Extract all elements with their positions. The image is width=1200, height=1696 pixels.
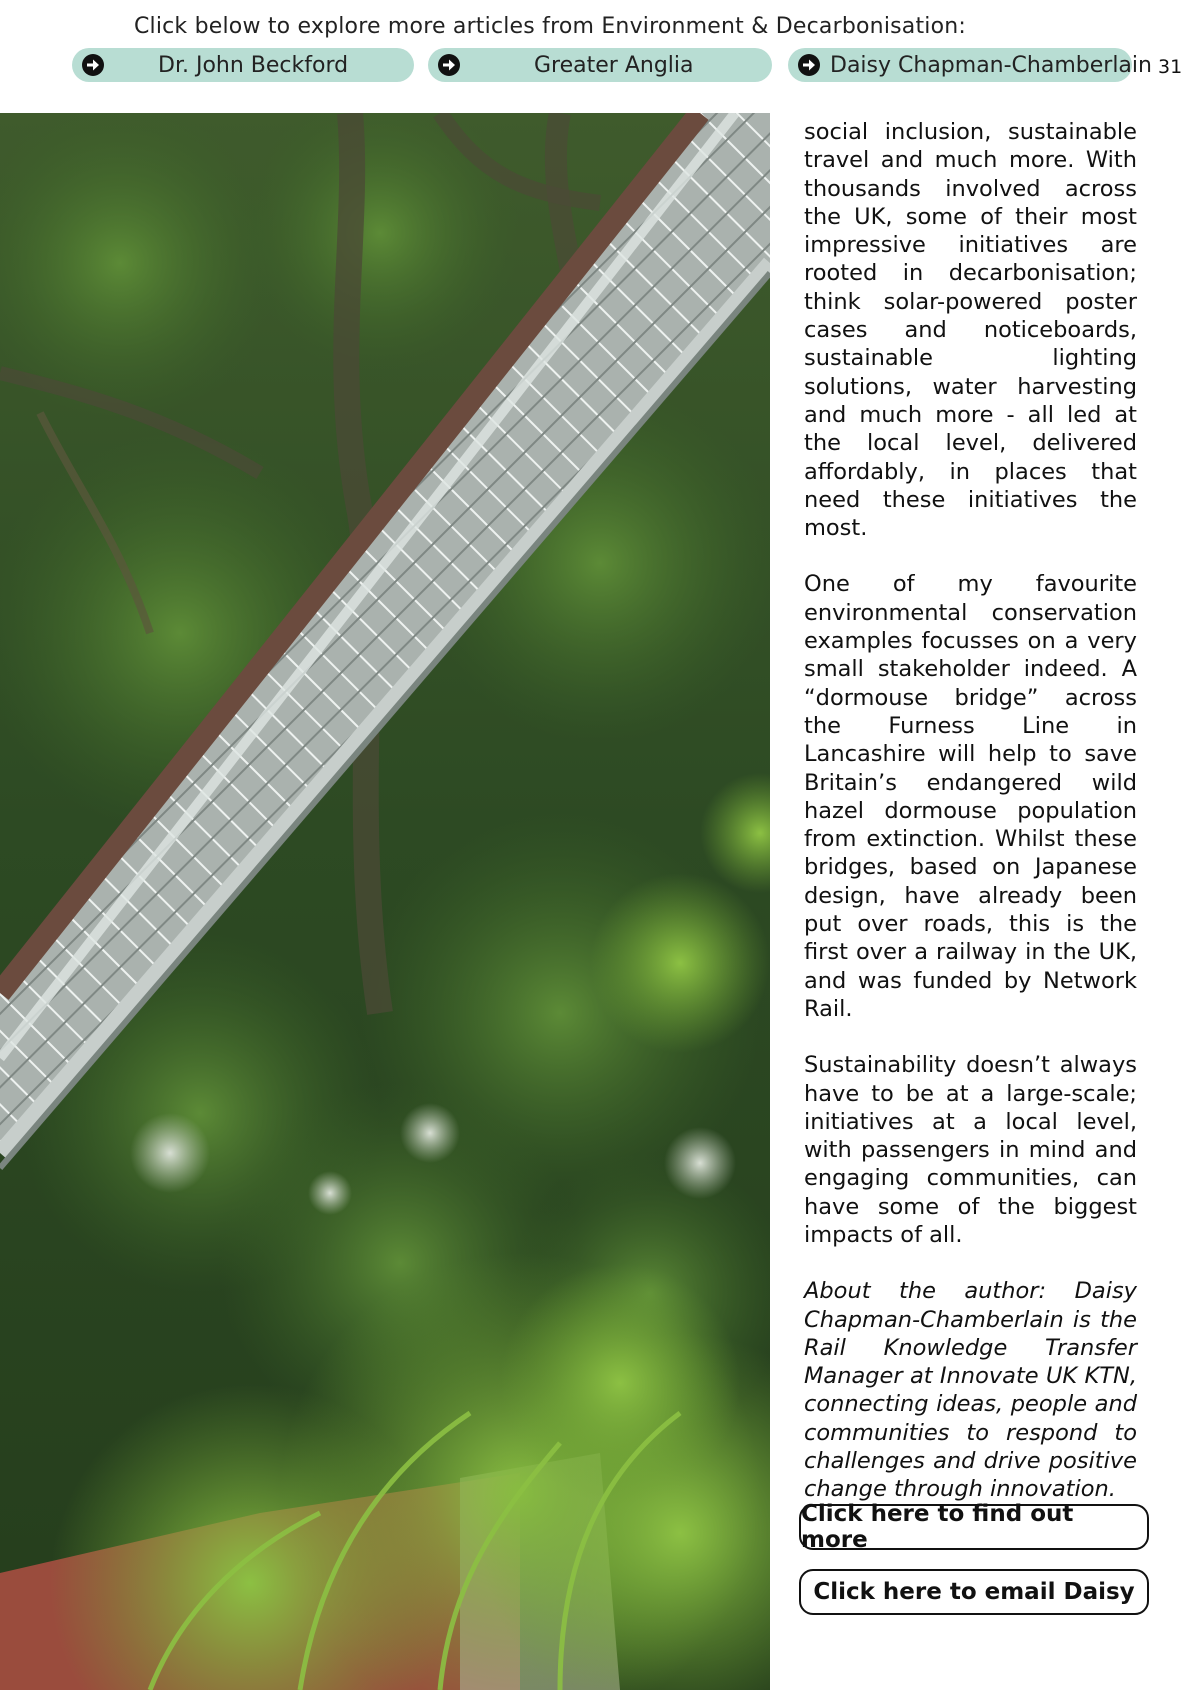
article-paragraph: social inclusion, sustainable travel and much more. With thousands involved across the UK, some of their most impressive initiatives are rooted in decarbonisation; think solar-powered poster cases and noticeboards, sustainable lighting solutions, water harvesting and much more - all led at the local level, delivered affordably, in places that need these initiatives the most.	[804, 119, 1137, 542]
nav-intro-text: Click below to explore more articles from Environment & Decarbonisation:	[133, 14, 967, 39]
find-out-more-button[interactable]: Click here to find out more	[799, 1504, 1149, 1550]
article-paragraph: Sustainability doesn’t always have to be at a large-scale; initiatives at a local level, with passengers in mind and engaging communities, can have some of the biggest impacts of all.	[804, 1052, 1137, 1248]
page-number: 31	[1158, 56, 1183, 78]
nav-link-label: Daisy Chapman-Chamberlain	[830, 53, 1152, 78]
dormouse-bridge-photo	[0, 113, 770, 1690]
arrow-right-icon	[798, 54, 820, 76]
about-the-author: About the author: Daisy Chapman-Chamberlain is the Rail Knowledge Transfer Manager at Innovate UK KTN, connecting ideas, people and communities to respond to challenges and drive positive change through innovation.	[804, 1278, 1137, 1503]
nav-link-label: Dr. John Beckford	[158, 53, 349, 78]
email-daisy-button[interactable]: Click here to email Daisy	[799, 1569, 1149, 1615]
nav-link-daisy-chapman-chamberlain[interactable]	[788, 48, 1152, 82]
nav-link-john-beckford[interactable]	[72, 48, 414, 82]
nav-link-label: Greater Anglia	[534, 53, 694, 78]
article-body	[804, 118, 1137, 1532]
nav-link-greater-anglia[interactable]	[428, 48, 772, 82]
arrow-right-icon	[438, 54, 460, 76]
article-paragraph: One of my favourite environmental conservation examples focusses on a very small stakeholder indeed. A “dormouse bridge” across the Furness Line in Lancashire will help to save Britain’s endangered wild hazel dormouse population from extinction. Whilst these bridges, based on Japanese design, have already been put over roads, this is the first over a railway in the UK, and was funded by Network Rail.	[804, 571, 1137, 1022]
arrow-right-icon	[82, 54, 104, 76]
